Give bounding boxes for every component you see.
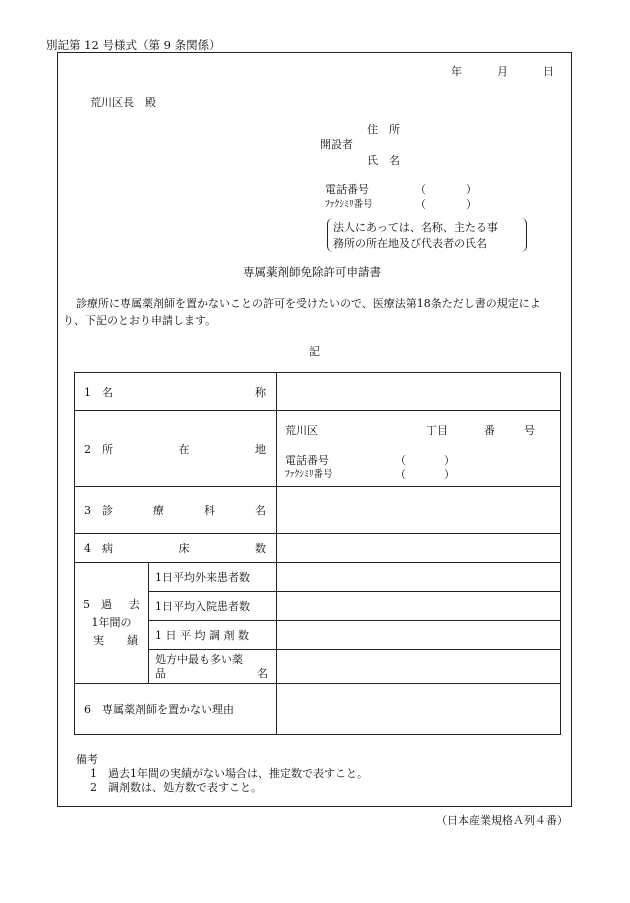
row1-char-b: 称 [255,385,266,399]
remarks-title: 備考 [76,753,98,766]
row-beds [75,534,561,563]
outpatient-label: 1日平均外来患者数 [155,571,250,584]
department-value-cell[interactable] [277,487,561,534]
date-month: 月 [497,65,508,78]
name-label: 氏 名 [367,154,400,167]
fax-paren-open: （ [415,198,426,211]
reason-value-cell[interactable] [277,684,561,735]
body-line-1: 診療所に専属薬剤師を置かないことの許可を受けたいので、医療法第18条ただし書の規定によ [76,297,541,310]
row4-char-a: 病 [102,542,113,555]
row2-phone-open: （ [395,454,406,467]
ban-label: 番 [484,424,495,437]
row1-char-a: 名 [102,385,113,399]
note-line-1: 法人にあっては、名称、主たる事 [333,221,498,234]
row2-char-c: 地 [255,442,266,456]
note-line-2: 務所の所在地及び代表者の氏名 [333,237,487,250]
chome-label: 丁目 [426,424,448,437]
outpatient-value-cell[interactable] [277,563,561,592]
row5-char-c: 実 [93,634,104,647]
row3-char-d: 名 [255,504,266,517]
fax-paren-close: ） [466,198,477,211]
dispensing-value-cell[interactable] [277,621,561,650]
paper-size-note: （日本産業規格Ａ列４番） [436,814,568,827]
row2-fax-label: ﾌｧｸｼﾐﾘ番号 [285,469,333,480]
form-title: 専属薬剤師免除許可申請書 [243,265,381,279]
drug-value-cell[interactable] [277,650,561,684]
ward-label: 荒川区 [285,424,318,437]
form-header: 別記第 12 号様式（第 9 条関係） [46,38,221,52]
phone-paren-open: （ [415,183,426,196]
row5-char-d: 績 [127,634,138,647]
row-department [75,487,561,534]
go-label: 号 [524,424,535,437]
fax-label: ﾌｧｸｼﾐﾘ番号 [325,199,373,210]
date-day: 日 [543,65,554,78]
row5-char-b: 去 [129,598,140,611]
row5-mid: 1年間の [91,616,132,629]
row2-num: 2 [84,442,91,456]
phone-label: 電話番号 [325,183,369,196]
row3-char-c: 科 [204,504,215,517]
name-value-cell[interactable] [277,373,561,411]
row4-char-c: 数 [255,542,266,555]
past-year-label-cell [75,563,149,684]
row3-num: 3 [84,504,91,517]
phone-paren-close: ） [466,183,477,196]
row4-char-b: 床 [178,542,190,555]
remark-2: 2 調剤数は、処方数で表すこと。 [90,781,262,794]
dispensing-label: 1 日 平 均 調 剤 数 [155,629,249,642]
address-label: 住 所 [367,123,400,136]
row3-char-b: 療 [153,504,164,517]
row1-num: 1 [84,385,91,399]
addressee: 荒川区長 殿 [90,96,156,109]
row-name [75,373,561,411]
applicant-role: 開設者 [320,138,353,151]
row2-phone-label: 電話番号 [285,454,329,467]
drug-label-line1: 処方中最も多い薬 [155,652,243,666]
inpatient-value-cell[interactable] [277,592,561,621]
row-reason [75,684,561,735]
row-location [75,411,561,487]
row5-num: 5 [83,598,90,611]
reason-label: 6 専属薬剤師を置かない理由 [84,703,234,716]
row2-char-b: 在 [178,442,190,456]
ki-mark: 記 [309,345,320,358]
row-past-year-1 [75,563,561,592]
row3-char-a: 診 [102,504,113,517]
body-line-2: り、下記のとおり申請します。 [63,314,217,327]
row2-phone-close: ） [444,454,455,467]
row4-num: 4 [84,542,91,555]
beds-value-cell[interactable] [277,534,561,563]
row2-fax-open: （ [395,468,406,481]
date-year: 年 [451,65,462,78]
remark-1: 1 過去1年間の実績がない場合は、推定数で表すこと。 [90,767,368,780]
drug-label-char-a: 品 [155,666,166,680]
inpatient-label: 1日平均入院患者数 [155,600,250,613]
application-table [74,372,561,735]
row2-fax-close: ） [444,468,455,481]
location-value-cell[interactable] [277,411,561,487]
row2-char-a: 所 [102,442,113,456]
drug-label-char-b: 名 [257,666,268,680]
row5-char-a: 過 [101,598,112,611]
